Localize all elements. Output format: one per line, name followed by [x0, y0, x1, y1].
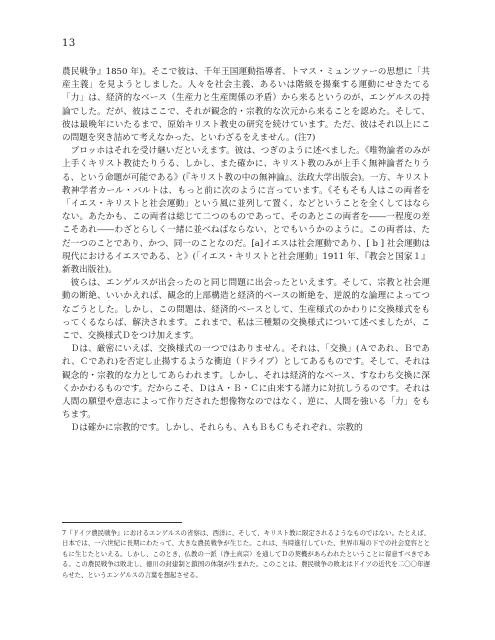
- paragraph: 彼らは、エンゲルスが出会ったのと同じ問題に出会ったといえます。そして、宗教と社会運動の断絶、いいかえれば、観念的上部構造と経済的ベースの断絶を、逆説的な論理によってつなごうとした。しかし、この問題は、経済的ベースとして、生産様式のかわりに交換様式をもってくるならば、解決されます。これまで、私は三種類の交換様式について述べましたが、ここで、交換様式Ｄをつけ加えます。: [62, 278, 430, 342]
- footnote: 7『ドイツ農民戦争』におけるエンゲルスの省察は、西洋に、そして、キリスト教に限定されるようなものではない。たとえば、日本では、一六世紀に長期にわたって、大きな農民戦争が生じた。これは、当時進行していた、世界市場の下での社会変容とともに生じたといえる。しかし、このとき、仏教の一派（浄土真宗）を通してＤの契機があらわれたということに留意すべきである。この農民戦争は敗北し、徳川の封建制と鎖国の体制が生まれた。このことは、農民戦争の敗北はドイツの近代を二〇〇年遅らせた、というエンゲルスの言葉を想起させる。: [62, 529, 430, 579]
- paragraph: Ｄは、厳密にいえば、交換様式の一つではありません。それは、「交換」(Ａであれ、Ｂであれ、Ｃであれ)を否定し止揚するような衝迫（ドライブ）としてあるものです。そして、それは観念的・宗教的な力としてあらわれます。しかし、それは経済的なベース、すなわち交換に深くかかわるものです。だからこそ、ＤはＡ・Ｂ・Ｃに由来する諸力に対抗しうるのです。それは人間の願望や意志によって作りだされた想像物なのではなく、逆に、人間を強いる「力」をもちます。: [62, 344, 430, 421]
- footnote-divider: [62, 522, 182, 523]
- paragraph: 農民戦争』1850 年)。そこで彼は、千年王国運動指導者、トマス・ミュンツァーの思想に「共産主義」を見ようとしました。人々を社会主義、あるいは階級を揚棄する運動にせきたてる「力」は、経済的なベース（生産力と生産関係の矛盾）から来るというのが、エンゲルスの持論でした。だが、彼はここで、それが観念的・宗教的な次元から来ることを認めた。そして、彼は最晩年にいたるまで、原始キリスト教史の研究を続けています。ただ、彼はそれ以上にこの問題を突き詰めて考えなかった、といわざるをえません。(注7): [62, 67, 430, 144]
- page-number: 13: [62, 38, 76, 49]
- paragraph: ブロッホはそれを受け継いだといえます。彼は、つぎのように述べました。《唯物論者のみが上手くキリスト教徒たりうる、しかし、また確かに、キリスト教のみが上手く無神論者たりうる、という命題が可能である》(『キリスト教の中の無神論』、法政大学出版会)。一方、キリスト教神学者カール・バルトは、もっと前に次のように言っています。《そもそも人はこの両者を「イエス・キリストと社会運動」という風に並列して置く、などということを全くしてはならない。あたかも、この両者は総じて二つのものであって、そのあとこの両者を――一程度の差こそあれ――わざとらしく一緒に並べねばならない、とでもいうかのように。この両者は、ただ一つのことであり、かつ、同一のことなのだ。[a]イエスは社会運動であり、[ b ] 社会運動は現代におけるイエスである、と》(「イエス・キリストと社会運動」1911 年、『教会と国家１』新教出版社)。: [62, 146, 430, 276]
- body-text: [62, 66, 430, 436]
- paragraph: Ｄは確かに宗教的です。しかし、それらも、ＡもＢもＣもそれぞれ、宗教的: [70, 423, 363, 434]
